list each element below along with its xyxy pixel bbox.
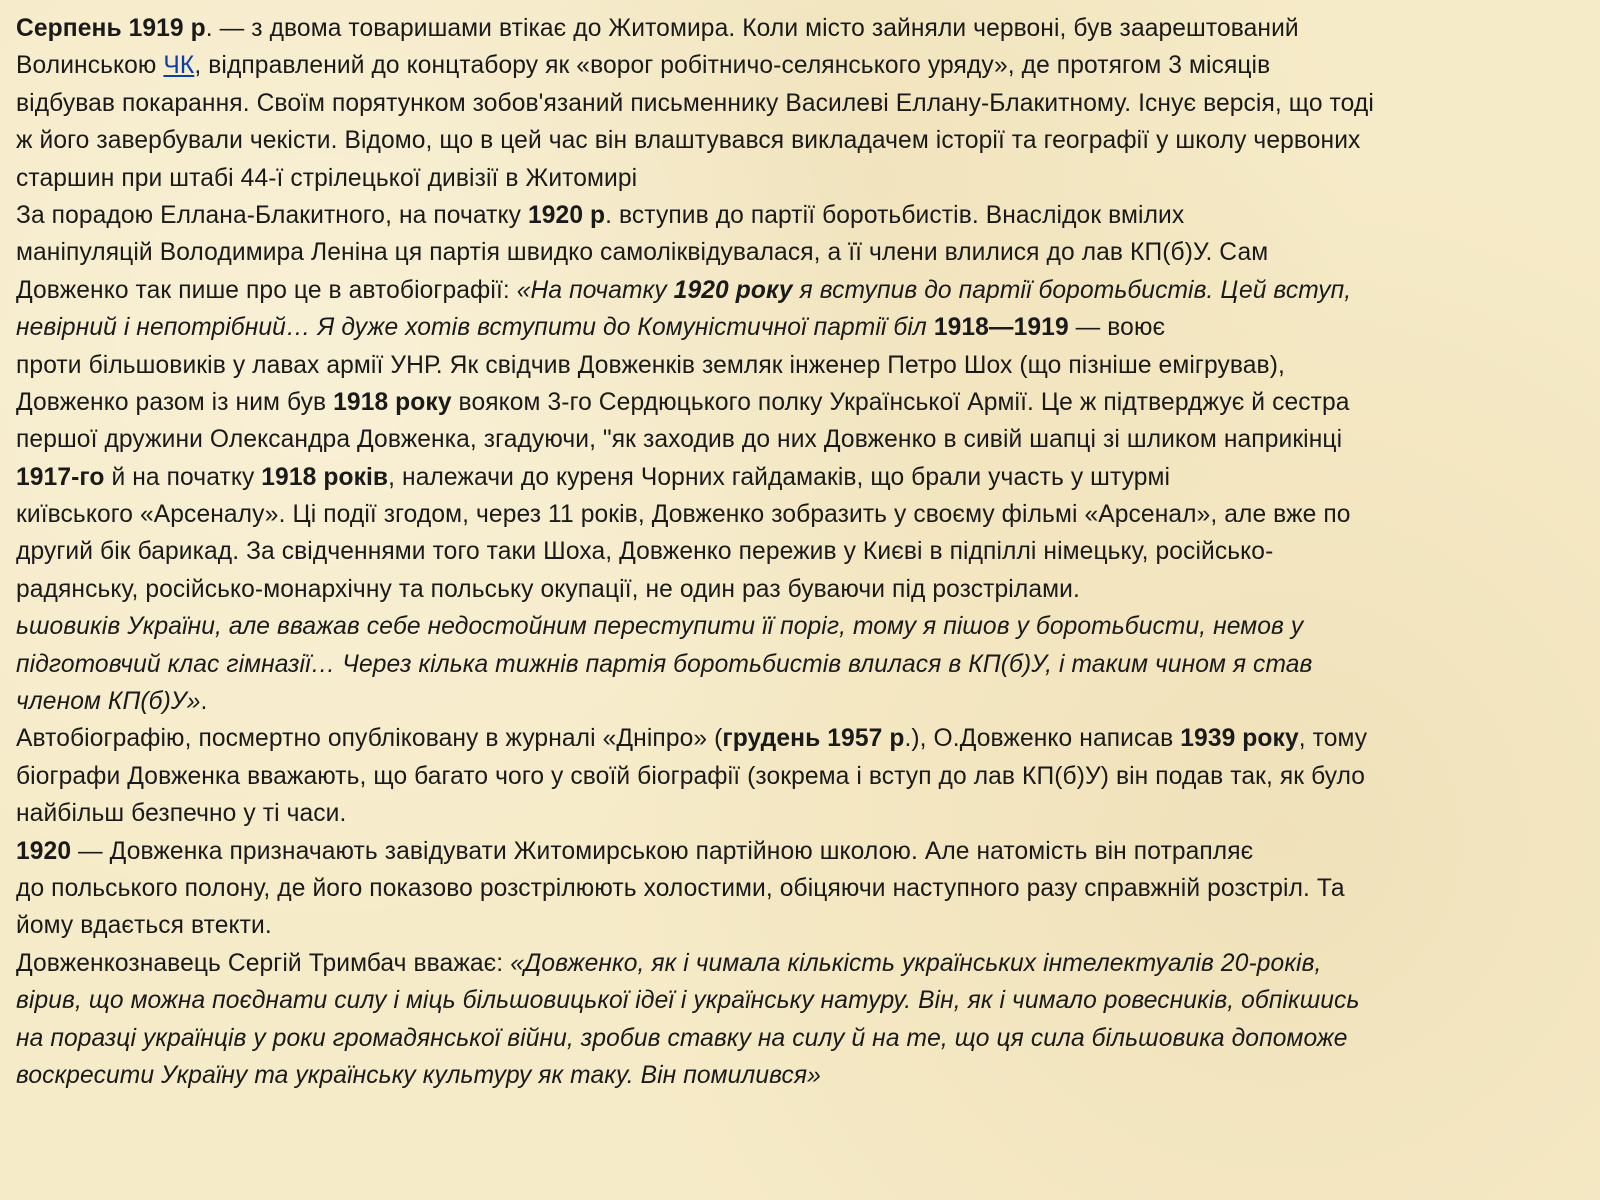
paragraph-trymbach-quote (16, 945, 1586, 1095)
text-segment: Волинською (16, 52, 164, 80)
text-segment: до польського полону, де його показово розстрілюють холостими, обіцяючи наступного разу справжній розстріл. Та (16, 874, 1345, 902)
text-line (16, 945, 1586, 982)
text-line (16, 160, 1586, 197)
text-segment: й на початку (104, 463, 262, 491)
text-line (16, 1020, 1586, 1057)
text-line (16, 720, 1586, 757)
italic-quote-text: я вступив до партії боротьбистів. Цей вступ, (792, 276, 1352, 304)
text-line (16, 459, 1586, 496)
text-line (16, 608, 1586, 645)
text-line (16, 122, 1586, 159)
text-segment: , належачи до куреня Чорних гайдамаків, що брали участь у штурмі (388, 463, 1171, 491)
text-segment: , тому (1298, 725, 1368, 753)
bold-text: 1920 р (527, 201, 606, 229)
bold-text: 1918—1919 (933, 314, 1069, 342)
document-body (16, 10, 1586, 1094)
text-segment: київського «Арсеналу». Ці події згодом, через 11 років, Довженко зобразить у своєму фільмі «Арсенал», але вже по (16, 501, 1351, 529)
italic-quote-text: воскресити Україну та українську культуру як таку. Він помилився» (16, 1061, 821, 1089)
bold-text: 1918 років (261, 463, 389, 491)
text-segment: . (200, 688, 208, 716)
text-segment: Довженкознавець Сергій Тримбач вважає: (16, 949, 511, 977)
paragraph-1920-polish-captivity (16, 833, 1586, 945)
text-segment: найбільш безпечно у ті часи. (16, 800, 347, 828)
text-line (16, 571, 1586, 608)
text-segment: За порадою Еллана-Блакитного, на початку (16, 201, 528, 229)
text-segment: Довженко так пише про це в автобіографії: (16, 276, 517, 304)
text-line (16, 309, 1586, 346)
italic-quote-text: на поразці українців у роки громадянської війни, зробив ставку на силу й на те, що ця сила більшовика допоможе (16, 1024, 1348, 1052)
text-line (16, 683, 1586, 720)
italic-quote-text: членом КП(б)У» (16, 688, 201, 716)
text-segment: .), О.Довженко написав (904, 725, 1181, 753)
text-line (16, 347, 1586, 384)
bold-text: Серпень 1919 р (16, 15, 206, 42)
text-line (16, 272, 1586, 309)
text-line (16, 496, 1586, 533)
italic-quote-text: невірний і непотрібний… Я дуже хотів вступити до Комуністичної партії біл (16, 314, 934, 342)
text-segment: . — з двома товаришами втікає до Житомира. Коли місто зайняли червоні, був заарештований (205, 15, 1299, 42)
text-line (16, 533, 1586, 570)
bold-text: 1918 року (333, 388, 452, 416)
text-line (16, 982, 1586, 1019)
text-line (16, 421, 1586, 458)
text-segment: радянську, російсько-монархічну та польську окупації, не один раз буваючи під розстрілами. (16, 575, 1080, 603)
text-segment: , відправлений до концтабору як «ворог робітничо-селянського уряду», де протягом 3 місяців (194, 52, 1271, 80)
text-segment: . вступив до партії боротьбистів. Внаслідок вмілих (605, 201, 1185, 229)
text-line (16, 85, 1586, 122)
italic-quote-text: вірив, що можна поєднати силу і міць більшовицької ідеї і українську натуру. Він, як і чимало ровесників, обпікшись (16, 987, 1360, 1015)
text-segment: ж його завербували чекісти. Відомо, що в цей час він влаштувався викладачем історії та географії у школу червоних (16, 127, 1361, 155)
cheka-link[interactable]: ЧК (163, 52, 195, 80)
text-line (16, 758, 1586, 795)
bold-text: 1939 року (1180, 725, 1299, 753)
italic-quote-text: ьшовиків України, але вважав себе недостойним переступити її поріг, тому я пішов у боротьбисти, немов у (16, 613, 1304, 641)
paragraph-1919-zhytomyr (16, 10, 1586, 197)
text-line (16, 10, 1586, 47)
text-segment: Автобіографію, посмертно опубліковану в журналі «Дніпро» ( (16, 725, 723, 753)
text-line (16, 1057, 1586, 1094)
bold-text: 1920 (16, 837, 72, 865)
text-line (16, 47, 1586, 84)
text-segment: — Довженка призначають завідувати Житомирською партійною школою. Але натомість він потрапляє (71, 837, 1254, 865)
text-segment: першої дружини Олександра Довженка, згадуючи, "як заходив до них Довженко в сивій шапці зі шликом наприкінці (16, 426, 1343, 454)
paragraph-1920-borotbists (16, 197, 1586, 720)
italic-quote-text: «Довженко, як і чимала кількість українських інтелектуалів 20-років, (510, 949, 1322, 977)
text-line (16, 795, 1586, 832)
bold-italic-text: 1920 року (673, 276, 793, 304)
text-segment: Довженко разом із ним був (16, 388, 334, 416)
text-segment: — воює (1068, 314, 1166, 342)
text-line (16, 907, 1586, 944)
text-line (16, 197, 1586, 234)
text-line (16, 870, 1586, 907)
text-segment: маніпуляцій Володимира Леніна ця партія швидко самоліквідувалася, а її члени влилися до лав КП(б)У. Сам (16, 239, 1269, 267)
text-line (16, 234, 1586, 271)
text-line (16, 384, 1586, 421)
paragraph-autobiography (16, 720, 1586, 832)
italic-quote-text: «На початку (516, 276, 674, 304)
text-segment: вояком 3-го Сердюцького полку Української Армії. Це ж підтверджує й сестра (451, 388, 1350, 416)
italic-quote-text: підготовчий клас гімназії… Через кілька тижнів партія боротьбистів влилася в КП(б)У, і таким чином я став (16, 650, 1313, 678)
text-segment: біографи Довженка вважають, що багато чого у своїй біографії (зокрема і вступ до лав КП(б)У) він подав так, як було (16, 762, 1366, 790)
bold-text: 1917-го (16, 463, 105, 491)
text-segment: відбував покарання. Своїм порятунком зобов'язаний письменнику Василеві Еллану-Блакитному. Існує версія, що тоді (16, 89, 1374, 117)
bold-text: грудень 1957 р (722, 725, 905, 753)
text-line (16, 646, 1586, 683)
text-segment: йому вдається втекти. (16, 912, 272, 940)
text-line (16, 833, 1586, 870)
text-segment: проти більшовиків у лавах армії УНР. Як свідчив Довженків земляк інженер Петро Шох (що пізніше емігрував), (16, 351, 1285, 379)
text-segment: старшин при штабі 44-ї стрілецької дивізії в Житомирі (16, 164, 638, 192)
text-segment: другий бік барикад. За свідченнями того таки Шоха, Довженко пережив у Києві в підпіллі німецьку, російсько- (16, 538, 1274, 566)
